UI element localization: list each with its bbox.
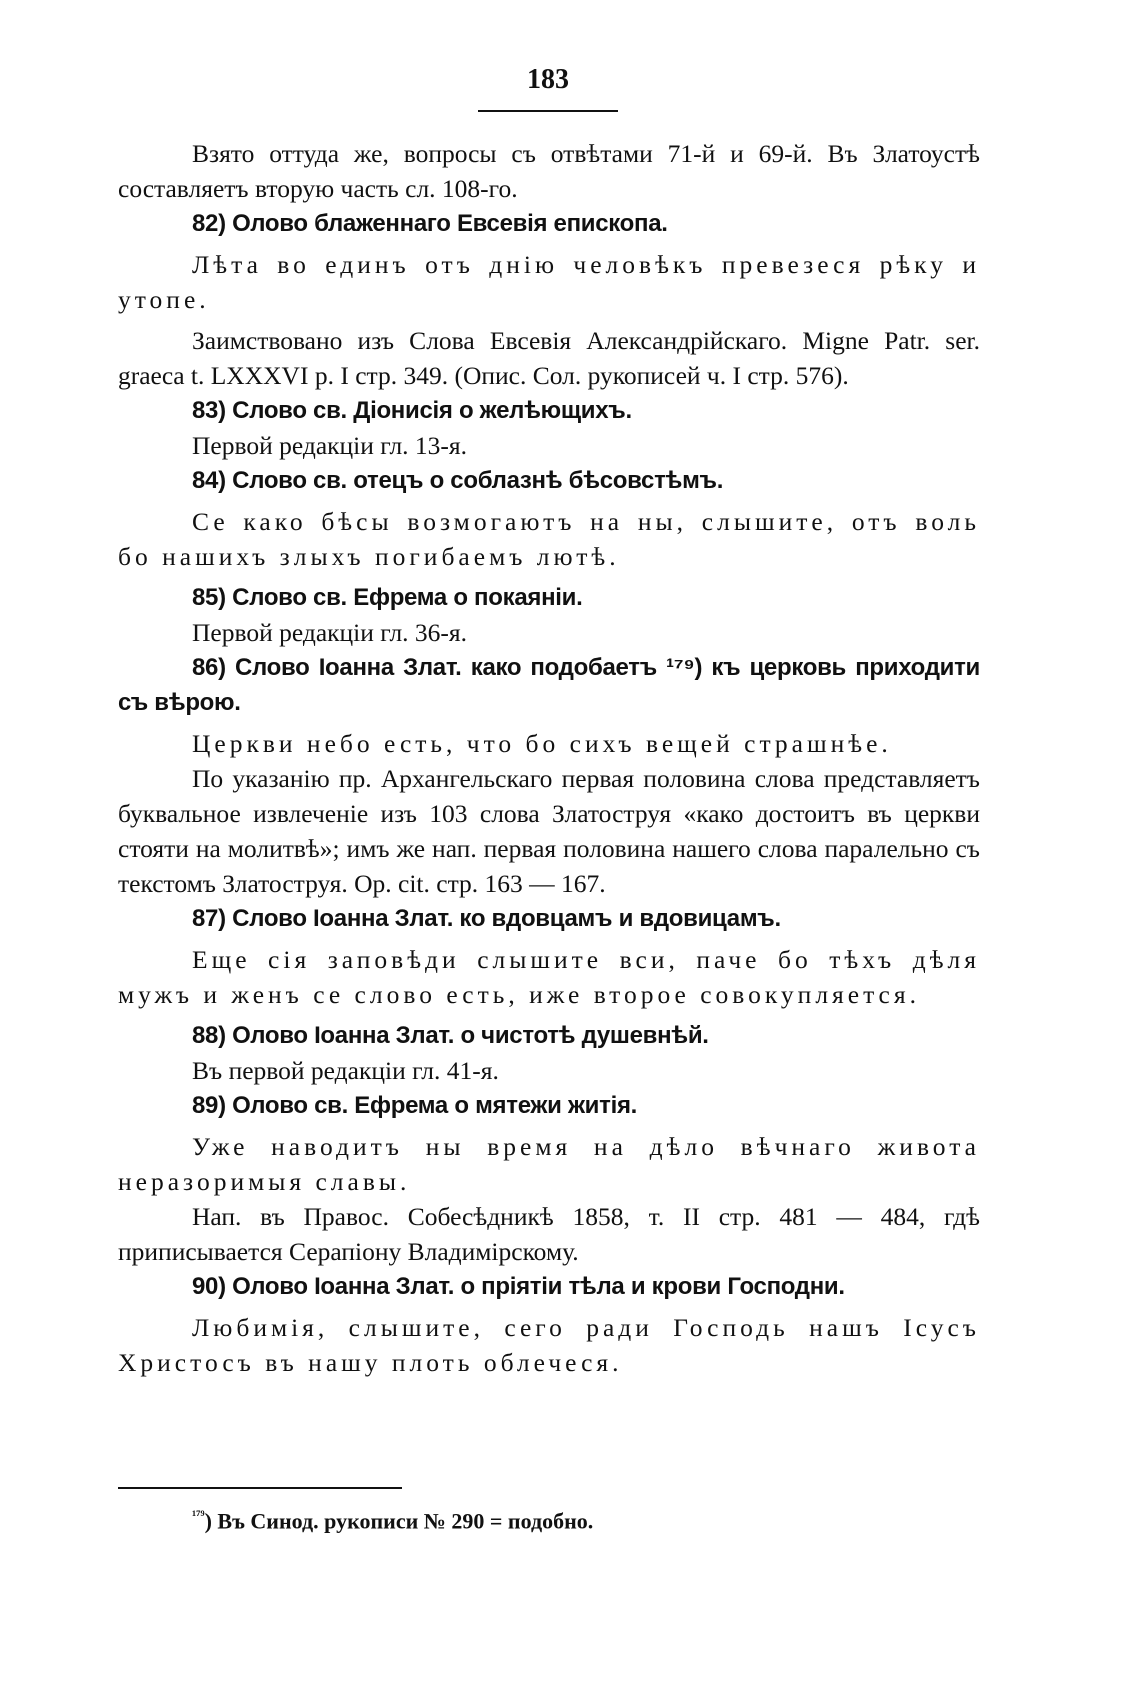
section-heading: 84) Слово св. отецъ о соблазнѣ бѣсовстѣмъ.	[192, 467, 724, 494]
footnote-text: ) Въ Синод. рукописи № 290 = подобно.	[204, 1508, 594, 1534]
section-heading: 88) Олово Іоанна Злат. о чистотѣ душевнѣй.	[192, 1022, 709, 1049]
paragraph: Нап. въ Правос. Собесѣдникѣ 1858, т. II стр. 481 — 484, гдѣ приписывается Серапіону Владимірскому.	[118, 1202, 980, 1266]
section-heading: 87) Слово Іоанна Злат. ко вдовцамъ и вдовицамъ.	[192, 905, 781, 932]
paragraph: Въ первой редакціи гл. 41-я.	[192, 1056, 499, 1085]
paragraph: Первой редакціи гл. 13-я.	[192, 431, 468, 460]
page-number-rule	[478, 110, 618, 112]
paragraph: Заимствовано изъ Слова Евсевія Александрійскаго. Migne Patr. ser. graeca t. LXXXVI p. I стр. 349. (Опис. Сол. рукописей ч. I стр. 576).	[118, 326, 980, 390]
footnote	[192, 1503, 593, 1535]
paragraph: По указанію пр. Архангельскаго первая половина слова представляетъ буквальное извлеченіе изъ 103 слова Златоструя «како достоитъ въ церкви стояти на молитвѣ»; имъ же нап. первая половина нашего слова паралельно съ текстомъ Златоструя. Op. cit. стр. 163 — 167.	[118, 764, 980, 898]
slavonic-quote: Любимія, слышите, сего ради Господь нашъ Ісусъ Христосъ въ нашу плоть облечеся.	[118, 1313, 980, 1377]
slavonic-quote: Се како бѣсы возмогаютъ на ны, слышите, отъ воль бо нашихъ злыхъ погибаемъ лютѣ.	[118, 507, 980, 571]
section-heading: 89) Олово св. Ефрема о мятежи житія.	[192, 1092, 638, 1119]
section-heading: 86) Слово Іоанна Злат. како подобаетъ ¹⁷⁹) къ церковь приходити съ вѣрою.	[118, 654, 980, 716]
section-heading: 90) Олово Іоанна Злат. о пріятіи тѣла и крови Господни.	[192, 1273, 845, 1300]
section-heading: 85) Слово св. Ефрема о покаяніи.	[192, 584, 583, 611]
footnote-mark: ¹⁷⁹	[192, 1509, 205, 1524]
section-heading: 82) Олово блаженнаго Евсевія епископа.	[192, 210, 668, 237]
paragraph: Взято оттуда же, вопросы съ отвѣтами 71-й и 69-й. Въ Златоустѣ составляетъ вторую часть сл. 108-го.	[118, 139, 980, 203]
body-text	[118, 136, 980, 1380]
slavonic-quote: Еще сія заповѣди слышите вси, паче бо тѣхъ дѣля мужъ и женъ се слово есть, иже второе совокупляется.	[118, 945, 980, 1009]
footnote-rule	[118, 1487, 402, 1489]
page-number: 183	[527, 64, 569, 95]
slavonic-quote: Церкви небо есть, что бо сихъ вещей страшнѣе.	[192, 729, 892, 758]
slavonic-quote: Лѣта во единъ отъ днію человѣкъ превезеся рѣку и утопе.	[118, 250, 980, 314]
slavonic-quote: Уже наводитъ ны время на дѣло вѣчнаго живота неразоримыя славы.	[118, 1132, 980, 1196]
paragraph: Первой редакціи гл. 36-я.	[192, 618, 468, 647]
section-heading: 83) Слово св. Діонисія о желѣющихъ.	[192, 397, 632, 424]
